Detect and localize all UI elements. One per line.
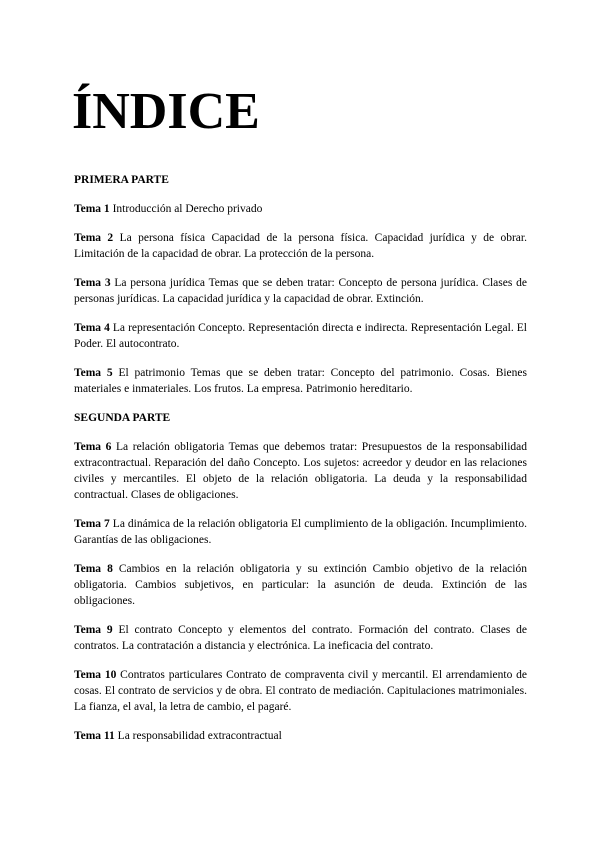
index-entry [74, 201, 527, 217]
entry-label: Tema 3 [74, 277, 111, 289]
entry-label: Tema 6 [74, 441, 112, 453]
entry-text: La dinámica de la relación obligatoria El cumplimiento de la obligación. Incumplimiento. Garantías de las obligaciones. [74, 518, 527, 546]
entry-text: El patrimonio Temas que se deben tratar: Concepto del patrimonio. Cosas. Bienes materiales e inmateriales. Los frutos. La empresa. Patrimonio hereditario. [74, 367, 527, 395]
entry-text: Contratos particulares Contrato de compraventa civil y mercantil. El arrendamiento de cosas. El contrato de servicios y de obra. El contrato de mediación. Capitulaciones matrimoniales. La fianza, el aval, la letra de cambio, el pagaré. [74, 669, 527, 713]
entry-text: La persona jurídica Temas que se deben tratar: Concepto de persona jurídica. Clases de personas jurídicas. La capacidad jurídica y la capacidad de obrar. Extinción. [74, 277, 527, 305]
entry-text: La relación obligatoria Temas que debemos tratar: Presupuestos de la responsabilidad extracontractual. Reparación del daño Concepto. Los sujetos: acreedor y deudor en las relaciones civiles y mercantiles. El objeto de la relación obligatoria. La deuda y la responsabilidad contractual. Clases de obligaciones. [74, 441, 527, 501]
entry-label: Tema 10 [74, 669, 117, 681]
entry-label: Tema 9 [74, 624, 113, 636]
index-entry [74, 275, 527, 307]
entry-text: La persona física Capacidad de la persona física. Capacidad jurídica y de obrar. Limitación de la capacidad de obrar. La protección de la persona. [74, 232, 527, 260]
entry-text: El contrato Concepto y elementos del contrato. Formación del contrato. Clases de contratos. La contratación a distancia y electrónica. La ineficacia del contrato. [74, 624, 527, 652]
entry-label: Tema 7 [74, 518, 110, 530]
entry-text: La representación Concepto. Representación directa e indirecta. Representación Legal. El Poder. El autocontrato. [74, 322, 527, 350]
index-entry [74, 516, 527, 548]
part-heading-primera: PRIMERA PARTE [74, 174, 169, 186]
index-entry [74, 561, 527, 609]
part-heading-segunda: SEGUNDA PARTE [74, 412, 171, 424]
index-content [74, 172, 527, 757]
index-entry [74, 365, 527, 397]
entry-label: Tema 2 [74, 232, 114, 244]
index-entry [74, 728, 527, 744]
entry-text: La responsabilidad extracontractual [117, 730, 282, 742]
entry-label: Tema 5 [74, 367, 113, 379]
index-entry [74, 667, 527, 715]
entry-label: Tema 1 [74, 203, 110, 215]
entry-label: Tema 8 [74, 563, 113, 575]
entry-label: Tema 4 [74, 322, 110, 334]
index-entry [74, 230, 527, 262]
entry-text: Introducción al Derecho privado [112, 203, 263, 215]
entry-text: Cambios en la relación obligatoria y su extinción Cambio objetivo de la relación obligatoria. Cambios subjetivos, en particular: la asunción de deuda. Extinción de las obligaciones. [74, 563, 527, 607]
entry-label: Tema 11 [74, 730, 115, 742]
page-title: ÍNDICE [72, 83, 260, 140]
index-entry [74, 622, 527, 654]
index-entry [74, 439, 527, 503]
index-entry [74, 320, 527, 352]
